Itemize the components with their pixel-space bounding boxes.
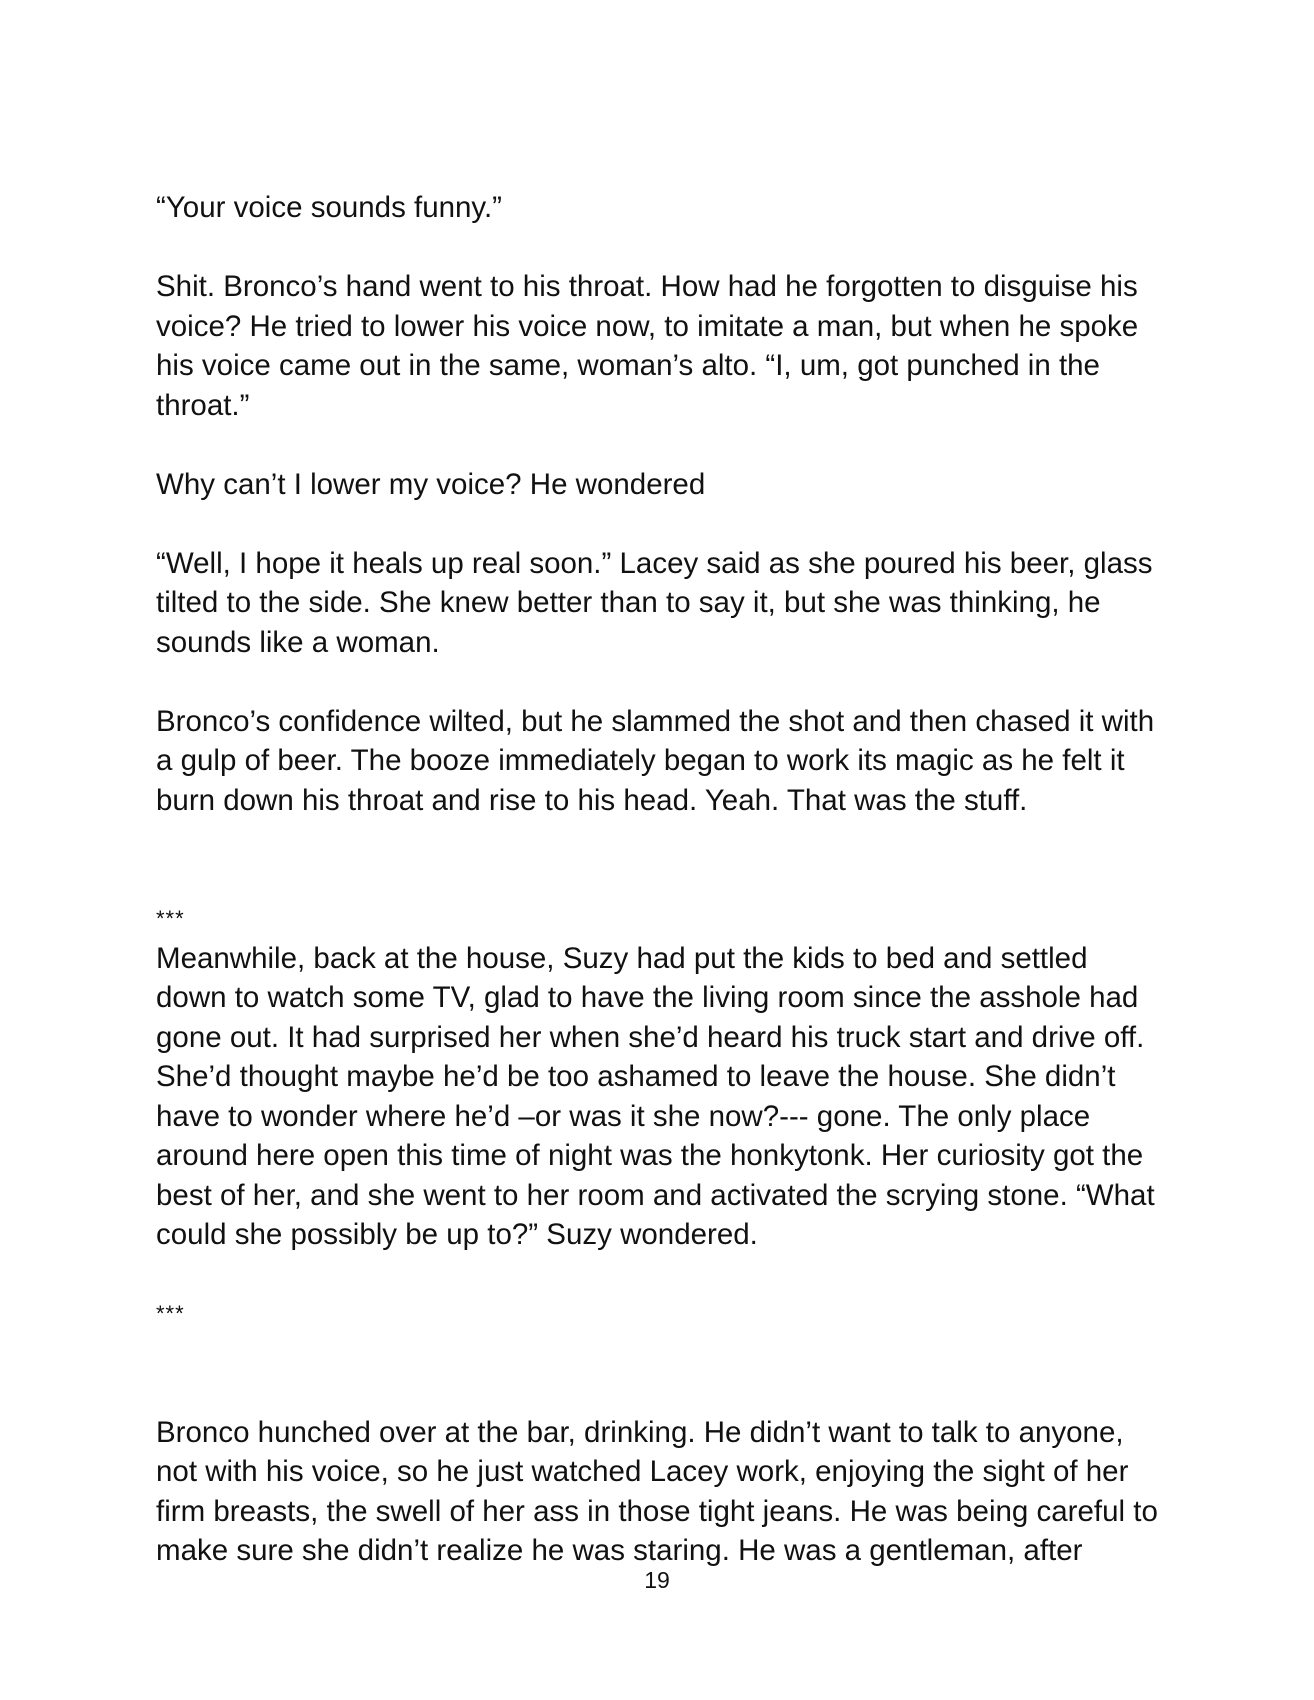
paragraph-lower-voice: Why can’t I lower my voice? He wondered <box>156 467 706 501</box>
body-text <box>156 188 1166 1610</box>
paragraph-lacey-beer: “Well, I hope it heals up real soon.” Lacey said as she poured his beer, glass tilted to the side. She knew better than to say it, but she was thinking, he sounds like a woman. <box>156 546 1153 659</box>
scene-separator: *** <box>156 906 185 931</box>
scene-separator: *** <box>156 1301 185 1326</box>
paragraph-bronco-throat: Shit. Bronco’s hand went to his throat. How had he forgotten to disguise his voice? He tried to lower his voice now, to imitate a man, but when he spoke his voice came out in the same, woman’s alto. “I, um, got punched in the throat.” <box>156 270 1139 422</box>
paragraph-suzy-house: Meanwhile, back at the house, Suzy had put the kids to bed and settled down to watch some TV, glad to have the living room since the asshole had gone out. It had surprised her when she’d heard his truck start and drive off. She’d thought maybe he’d be too ashamed to leave the house. She didn’t have to wonder where he’d –or was it she now?--- gone. The only place around here open this time of night was the honkytonk. Her curiosity got the best of her, and she went to her room and activated the scrying stone. “What could she possibly be up to?” Suzy wondered. <box>156 941 1155 1251</box>
paragraph-bronco-bar: Bronco hunched over at the bar, drinking. He didn’t want to talk to anyone, not with his voice, so he just watched Lacey work, enjoying the sight of her firm breasts, the swell of her ass in those tight jeans. He was being careful to make sure she didn’t realize he was staring. He was a gentleman, after <box>156 1415 1158 1567</box>
paragraph-dialogue-voice: “Your voice sounds funny.” <box>156 191 503 224</box>
paragraph-bronco-confidence: Bronco’s confidence wilted, but he slammed the shot and then chased it with a gulp of beer. The booze immediately began to work its magic as he felt it burn down his throat and rise to his head. Yeah. That was the stuff. <box>156 704 1155 817</box>
page-number: 19 <box>644 1567 670 1593</box>
